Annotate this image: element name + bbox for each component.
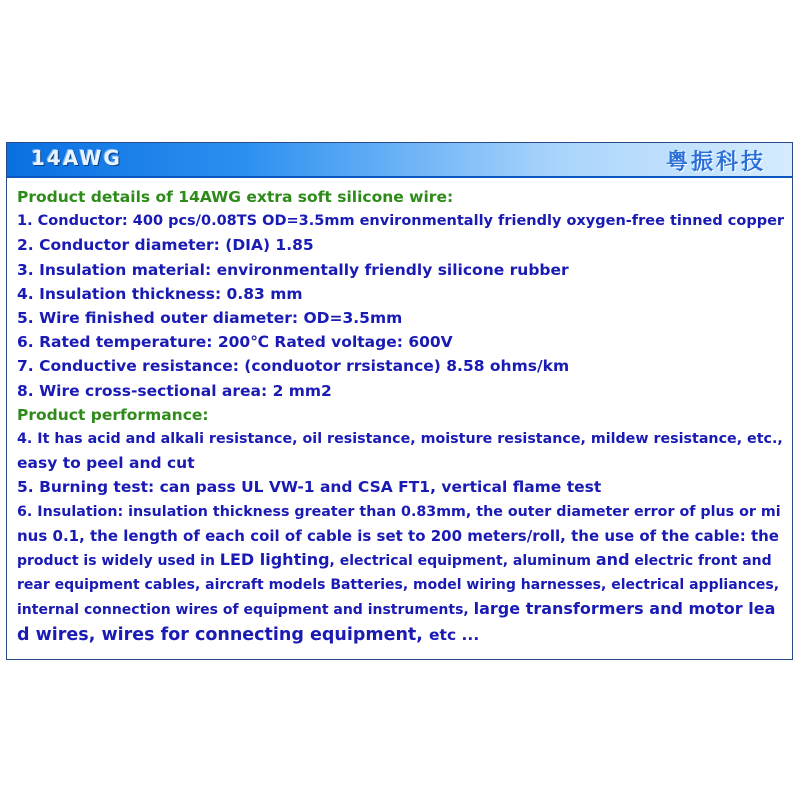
text-segment-large: and (595, 550, 630, 570)
detail-item-3: 3. Insulation material: environmentally friendly silicone rubber (17, 260, 569, 279)
text-segment: product is widely used in (17, 553, 220, 570)
detail-item-5: 5. Wire finished outer diameter: OD=3.5mm (17, 309, 403, 328)
detail-item-6: 6. Rated temperature: 200℃ Rated voltage: 600V (17, 333, 453, 352)
detail-item-8: 8. Wire cross-sectional area: 2 mm2 (17, 381, 332, 400)
detail-item-2: 2. Conductor diameter: (DIA) 1.85 (17, 236, 314, 255)
header-title: 14AWG (31, 146, 122, 170)
performance-item-6-line-5 (17, 597, 784, 622)
text-segment-large: LED lighting (219, 550, 330, 570)
text-segment: etc ... (429, 625, 480, 644)
detail-item-4: 4. Insulation thickness: 0.83 mm (17, 284, 303, 303)
performance-item-6-line-1: 6. Insulation: insulation thickness greater than 0.83mm, the outer diameter error of plus or mi (17, 503, 781, 520)
text-segment-large: d wires, wires for connecting equipment, (17, 624, 430, 645)
product-card (6, 142, 793, 660)
performance-item-6-line-2: nus 0.1, the length of each coil of cable is set to 200 meters/roll, the use of the cable: the (17, 526, 779, 545)
text-segment: electric front and (629, 553, 772, 570)
detail-item-7: 7. Conductive resistance: (conduotor rrsistance) 8.58 ohms/km (17, 357, 570, 376)
header-bar (7, 143, 792, 178)
performance-item-6-line-3 (17, 548, 784, 573)
performance-item-6-line-6 (17, 623, 784, 647)
text-segment: , electrical equipment, aluminum (329, 553, 596, 570)
text-segment: internal connection wires of equipment and instruments, (17, 602, 474, 619)
performance-item-4-line-2: easy to peel and cut (17, 454, 195, 473)
performance-item-4-line-1: 4. It has acid and alkali resistance, oil resistance, moisture resistance, mildew resistance, etc., (17, 431, 783, 448)
performance-item-5: 5. Burning test: can pass UL VW-1 and CSA FT1, vertical flame test (17, 478, 602, 497)
description-body (17, 185, 784, 647)
text-segment-large: large transformers and motor lea (473, 599, 776, 619)
brand-name: 粤振科技 (665, 150, 766, 175)
detail-item-1: 1. Conductor: 400 pcs/0.08TS OD=3.5mm environmentally friendly oxygen-free tinned copper (17, 213, 785, 230)
details-heading: Product details of 14AWG extra soft silicone wire: (17, 188, 454, 206)
performance-heading: Product performance: (17, 405, 209, 424)
performance-item-6-line-4: rear equipment cables, aircraft models Batteries, model wiring harnesses, electrical appliances, (17, 577, 780, 594)
